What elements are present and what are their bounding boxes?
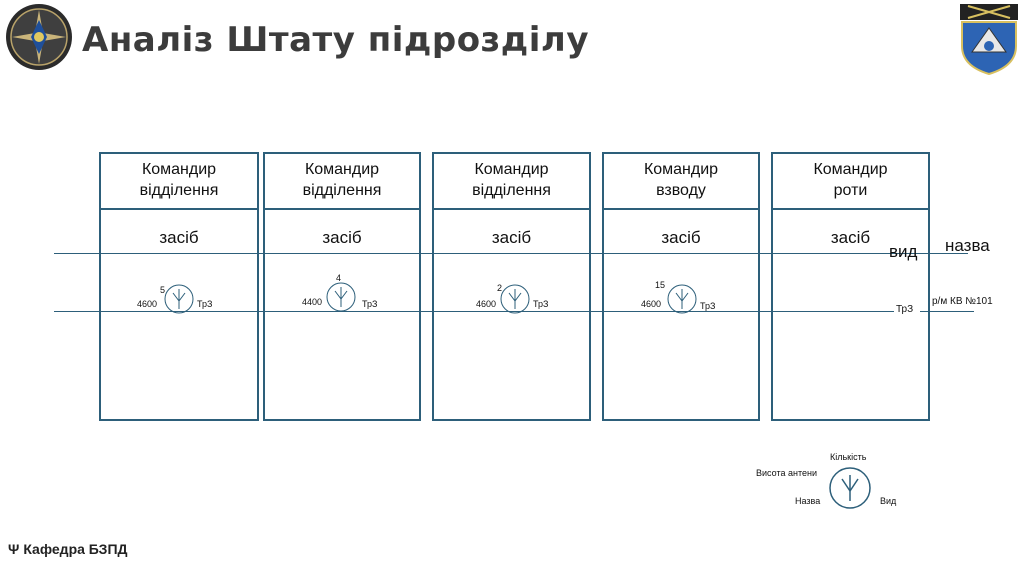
antenna-count: 5 [160, 285, 166, 295]
asset-label: засіб [830, 228, 871, 247]
asset-row-line [54, 253, 968, 254]
unit-header [434, 154, 589, 210]
unit-header [265, 154, 419, 210]
antenna-count: 2 [497, 283, 503, 293]
kind-label: вид [889, 242, 918, 261]
antenna-type: ТрЗ [533, 299, 549, 309]
legend-antenna-icon [829, 467, 871, 509]
unit-header-line: відділення [302, 182, 382, 199]
left-emblem-logo [4, 2, 74, 72]
asset-label: засіб [491, 228, 532, 247]
antenna-height: 4600 [641, 299, 662, 309]
legend-count-label: Кількість [830, 452, 867, 462]
unit-header-line: відділення [472, 182, 551, 199]
unit-header [773, 154, 928, 210]
page-title: Аналіз Штату підрозділу [82, 20, 589, 60]
unit-header [604, 154, 758, 210]
antenna-type: ТрЗ [362, 299, 378, 309]
antenna-icon [500, 284, 530, 314]
radio-label: р/м КВ №101 [932, 296, 993, 307]
legend-kind-label: Вид [880, 496, 897, 506]
antenna-type: ТрЗ [700, 301, 716, 311]
type-code-label: ТрЗ [896, 304, 914, 315]
unit-header-line: взводу [656, 182, 706, 199]
trident-icon: Ψ [8, 541, 20, 557]
unit-header-line: Командир [813, 161, 888, 178]
unit-box-5 [771, 152, 930, 421]
footer [8, 541, 127, 557]
name-label: назва [945, 236, 990, 255]
type-row-line-right [920, 311, 974, 312]
right-emblem-logo [958, 2, 1020, 76]
unit-header-line: Командир [141, 161, 217, 178]
asset-label: засіб [159, 228, 199, 247]
antenna-icon [667, 284, 697, 314]
antenna-height: 4600 [476, 299, 497, 309]
antenna-height: 4400 [302, 297, 323, 307]
antenna-count: 15 [655, 280, 666, 290]
unit-header [101, 154, 257, 210]
legend-name-label: Назва [795, 496, 821, 506]
asset-label: засіб [661, 228, 701, 247]
unit-header-line: відділення [139, 182, 219, 199]
antenna-height: 4600 [137, 299, 158, 309]
unit-header-line: роти [833, 182, 868, 199]
antenna-count: 4 [336, 273, 342, 283]
antenna-icon [326, 282, 356, 312]
legend-height-label: Висота антени [756, 468, 817, 478]
asset-label: засіб [322, 228, 362, 247]
unit-header-line: Командир [643, 161, 719, 178]
footer-label: Кафедра БЗПД [23, 541, 128, 557]
antenna-type: ТрЗ [197, 299, 213, 309]
unit-header-line: Командир [474, 161, 549, 178]
antenna-icon [164, 284, 194, 314]
unit-header-line: Командир [304, 161, 380, 178]
